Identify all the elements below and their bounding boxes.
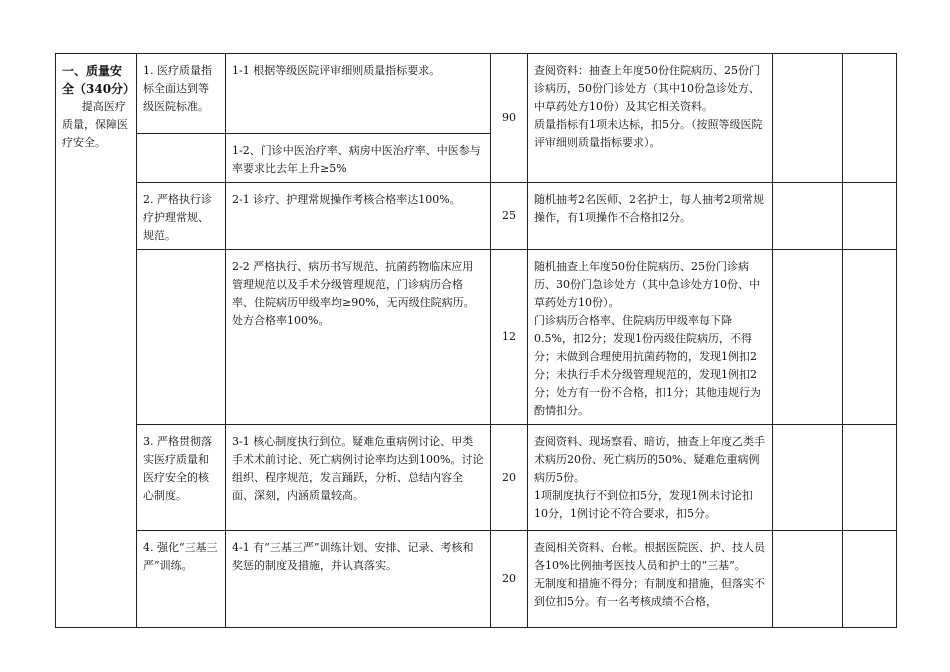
category-description: 提高医疗质量，保障医疗安全。 [62, 100, 128, 149]
method-text: 随机抽考2名医师、2名护士，每人抽考2项常规操作，有1项操作不合格扣2分。 [534, 193, 764, 224]
blank-cell [773, 54, 843, 183]
method-text: 无制度和措施不得分；有制度和措施，但落实不到位扣5分。有一名考核成绩不合格， [534, 577, 765, 608]
method-text: 1项制度执行不到位扣5分，发现1例未讨论扣10分，1例讨论不符合要求，扣5分。 [534, 489, 753, 520]
standard-cell: 2-1 诊疗、护理常规操作考核合格率达100%。 [226, 183, 491, 250]
method-text: 随机抽查上年度50份住院病历、25份门诊病历、30份门急诊处方（其中急诊处方10份、中草药处方10份）。 [534, 260, 760, 309]
item-cell-empty [137, 134, 226, 183]
method-cell [528, 250, 773, 425]
blank-cell [773, 250, 843, 425]
blank-cell [843, 425, 897, 531]
method-text: 门诊病历合格率、住院病历甲级率每下降0.5%，扣2分；发现1份丙级住院病历，不得分；未做到合理使用抗菌药物的，发现1例扣2分；未执行手术分级管理规范的，发现1例扣2分；处方有一份不合格，扣1分；其他违规行为酌情扣分。 [534, 314, 761, 417]
blank-cell [843, 531, 897, 628]
method-text: 质量指标有1项未达标，扣5分。（按照等级医院评审细则质量指标要求）。 [534, 118, 763, 149]
table-row [56, 531, 897, 628]
standard-cell: 2-2 严格执行、病历书写规范、抗菌药物临床应用管理规范以及手术分级管理规范，门诊病历合格率、住院病历甲级率均≥90%，无丙级住院病历。处方合格率100%。 [226, 250, 491, 425]
score-cell: 12 [491, 250, 528, 425]
standard-cell: 1-1 根据等级医院评审细则质量指标要求。 [226, 54, 491, 134]
standard-cell: 3-1 核心制度执行到位。疑难危重病例讨论、甲类手术术前讨论、死亡病例讨论率均达到100%。讨论组织、程序规范，发言踊跃，分析、总结内容全面、深刻，内涵质量较高。 [226, 425, 491, 531]
blank-cell [843, 54, 897, 183]
method-cell [528, 425, 773, 531]
table-row [56, 425, 897, 531]
standard-cell: 4-1 有“三基三严”训练计划、安排、记录、考核和奖惩的制度及措施，并认真落实。 [226, 531, 491, 628]
category-cell [56, 54, 137, 628]
table-row [56, 183, 897, 250]
score-cell: 90 [491, 54, 528, 183]
item-cell-empty [137, 250, 226, 425]
assessment-table [55, 53, 897, 628]
method-text: 查阅资料：抽查上年度50份住院病历、25份门诊病历，50份门诊处方（其中10份急诊处方、中草药处方10份）及其它相关资料。 [534, 64, 760, 113]
blank-cell [843, 250, 897, 425]
method-cell [528, 183, 773, 250]
item-cell: 3. 严格贯彻落实医疗质量和医疗安全的核心制度。 [137, 425, 226, 531]
blank-cell [843, 183, 897, 250]
method-text: 查阅资料、现场察看、暗访，抽查上年度乙类手术病历20份、死亡病历的50%、疑难危重病例病历5份。 [534, 435, 765, 484]
table-row [56, 250, 897, 425]
standard-cell: 1-2、门诊中医治疗率、病房中医治疗率、中医参与率要求比去年上升≥5% [226, 134, 491, 183]
table-row [56, 54, 897, 134]
item-cell: 1. 医疗质量指标全面达到等级医院标准。 [137, 54, 226, 134]
category-title: 一、质量安全（340分） [62, 64, 136, 96]
blank-cell [773, 425, 843, 531]
score-cell: 25 [491, 183, 528, 250]
method-cell [528, 54, 773, 183]
method-text: 查阅相关资料、台帐。根据医院医、护、技人员各10%比例抽考医技人员和护士的“三基”。 [534, 541, 765, 572]
blank-cell [773, 531, 843, 628]
score-cell: 20 [491, 531, 528, 628]
item-cell: 2. 严格执行诊疗护理常规、规范。 [137, 183, 226, 250]
item-cell: 4. 强化“三基三严”训练。 [137, 531, 226, 628]
score-cell: 20 [491, 425, 528, 531]
method-cell [528, 531, 773, 628]
blank-cell [773, 183, 843, 250]
